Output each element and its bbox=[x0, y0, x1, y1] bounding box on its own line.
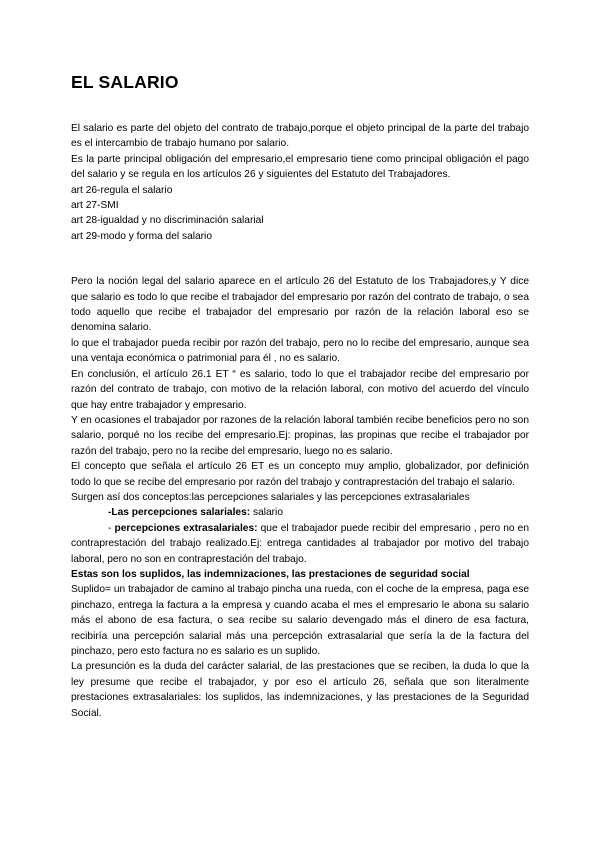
paragraph-intro-1: El salario es parte del objeto del contrato de trabajo,porque el objeto principal de la parte del trabajo es el intercambio de trabajo humano por salario. bbox=[71, 123, 529, 150]
term-percepciones-salariales: -Las percepciones salariales: bbox=[108, 507, 251, 519]
paragraph-gap bbox=[71, 244, 529, 274]
term-percepciones-extrasalariales: percepciones extrasalariales: bbox=[114, 522, 258, 534]
paragraph-conclusion: En conclusión, el artículo 26.1 ET “ es salario, todo lo que el trabajador recibe del empresario por razón del contrato de trabajo, con motivo de la relación laboral, con motivo del acuerdo del vínculo que hay entre trabajador y empresario. bbox=[71, 368, 529, 411]
paragraph-suplido: Suplido= un trabajador de camino al trabajo pincha una rueda, con el coche de la empresa, paga ese pinchazo, entrega la factura a la empresa y cuando acaba el mes el empresario le abona su salario más el abono de esa factura, o sea recibe su salario devengado más el dinero de esa factura, recibiría una percepción salarial más una percepción extrasalarial que sería la de la factura del pinchazo, pero esto factura no es salario es un suplido. bbox=[71, 584, 529, 657]
paragraph-propinas: Y en ocasiones el trabajador por razones de la relación laboral también recibe beneficios pero no son salario, porqué no los recibe del empresario.Ej: propinas, las propinas que recibe el trabajador por razón del trabajo, pero no la recibe del empresario, luego no es salario. bbox=[71, 414, 529, 457]
definition-salariales: salario bbox=[250, 507, 283, 519]
page-title: EL SALARIO bbox=[71, 72, 179, 92]
document-body bbox=[71, 121, 529, 721]
paragraph-no-es-salario: lo que el trabajador pueda recibir por razón del trabajo, pero no lo recibe del empresario, aunque sea una ventaja económica o patrimonial para él , no es salario. bbox=[71, 337, 529, 365]
paragraph-presuncion: La presunción es la duda del carácter salarial, de las prestaciones que se reciben, la duda lo que la ley presume que recibe el trabajador, y por eso el artículo 26, señala que son literalmente prestaciones extrasalariales: los suplidos, las indemnizaciones, y las prestaciones de la Seguridad Social. bbox=[71, 661, 529, 719]
paragraph-estas-son bbox=[71, 567, 529, 582]
paragraph-noción-legal: Pero la noción legal del salario aparece en el artículo 26 del Estatuto de los Trabajadores,y Y dice que salario es todo lo que recibe el trabajador del empresario por razón del contrato de trabajo, o sea todo aquello que recibe el trabajador del empresario por razón de la relación laboral eso se denomina salario. bbox=[71, 276, 529, 334]
dash-prefix: - bbox=[108, 522, 115, 534]
paragraph-dos-conceptos: Surgen así dos conceptos:las percepciones salariales y las percepciones extrasalariales bbox=[71, 491, 470, 503]
paragraph-concepto-amplio: El concepto que señala el artículo 26 ET es un concepto muy amplio, globalizador, por definición todo lo que se recibe del empresario por razón del trabajo y contraprestación del trabajo el salario. bbox=[71, 461, 529, 488]
estas-lead: Estas son los bbox=[71, 568, 140, 580]
article-line-29: art 29-modo y forma del salario bbox=[71, 230, 212, 242]
definition-extrasalariales: que el trabajador puede recibir del empresario , pero no en contraprestación del trabajo realizado.Ej: entrega cantidades al trabajador por motivo del trabajo laboral, pero no son en contraprestación del trabajo. bbox=[71, 522, 530, 565]
item-percepciones-extrasalariales bbox=[71, 521, 529, 567]
paragraph-intro-2: Es la parte principal obligación del empresario,el empresario tiene como principal obligación el pago del salario y se regula en los artículos 26 y siguientes del Estatuto del Trabajadores. bbox=[71, 153, 529, 181]
item-percepciones-salariales bbox=[71, 505, 529, 520]
article-line-28: art 28-igualdad y no discriminación salarial bbox=[71, 215, 264, 227]
estas-bold-terms: suplidos, las indemnizaciones, las prestaciones de seguridad social bbox=[139, 568, 470, 580]
article-line-27: art 27-SMI bbox=[71, 200, 119, 212]
article-line-26: art 26-regula el salario bbox=[71, 184, 173, 196]
